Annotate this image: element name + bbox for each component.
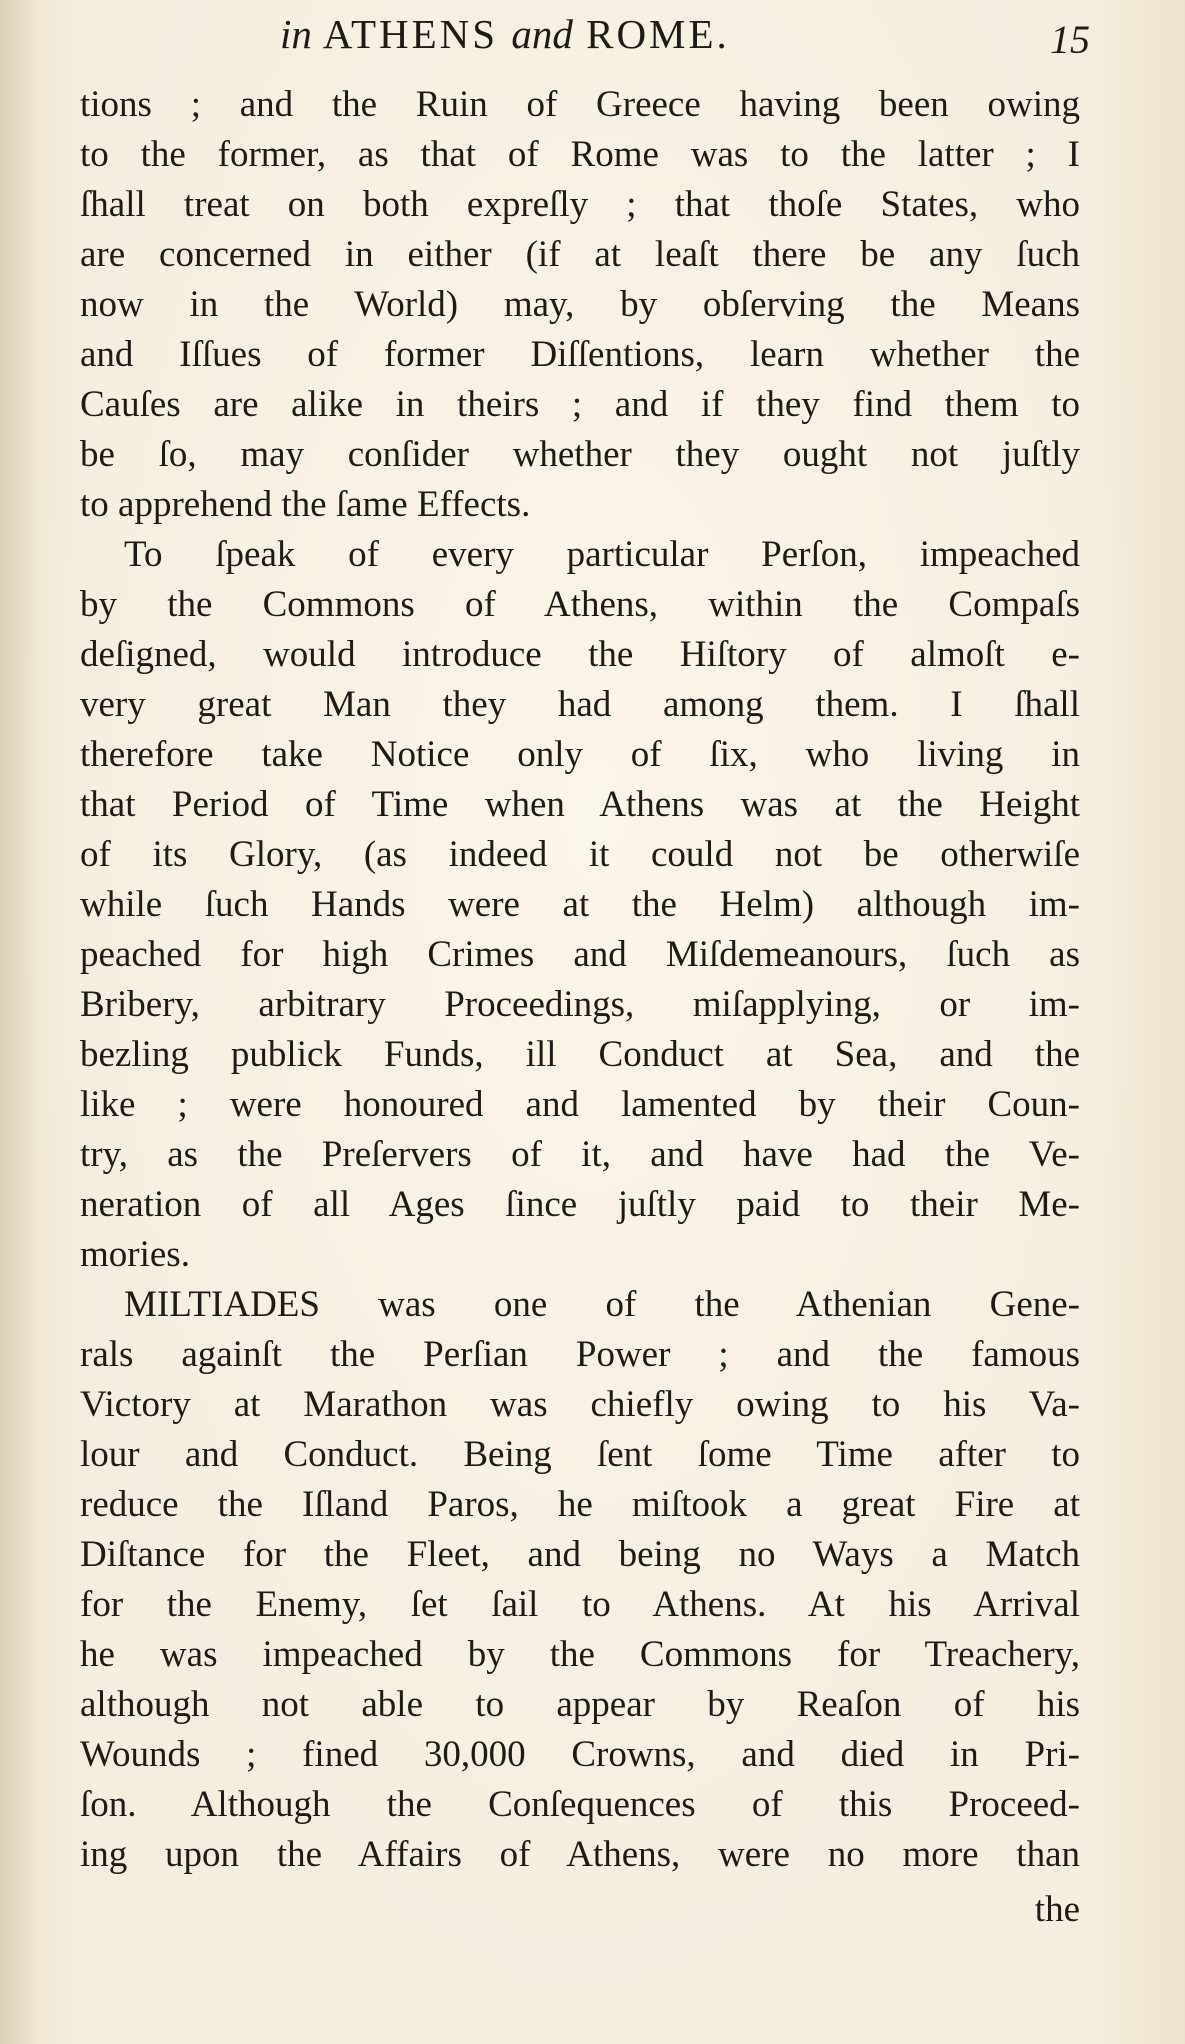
text-line: that Period of Time when Athens was at the Height: [80, 784, 1080, 825]
text-line: ing upon the Affairs of Athens, were no more than: [80, 1834, 1080, 1875]
text-line: be ſo, may conſider whether they ought not juſtly: [80, 434, 1080, 475]
paragraph-start-line: To ſpeak of every particular Perſon, impeached: [124, 534, 1080, 575]
text-line: to the former, as that of Rome was to the latter ; I: [80, 134, 1080, 175]
text-line: Wounds ; fined 30,000 Crowns, and died in Pri-: [80, 1734, 1080, 1775]
text-line: Diſtance for the Fleet, and being no Ways a Match: [80, 1534, 1080, 1575]
text-line: bezling publick Funds, ill Conduct at Sea, and the: [80, 1034, 1080, 1075]
text-line: Bribery, arbitrary Proceedings, miſapplying, or im-: [80, 984, 1080, 1025]
running-head: [80, 10, 1090, 70]
text-line: Victory at Marathon was chiefly owing to his Va-: [80, 1384, 1080, 1425]
text-line: peached for high Crimes and Miſdemeanours, ſuch as: [80, 934, 1080, 975]
text-line: rals againſt the Perſian Power ; and the famous: [80, 1334, 1080, 1375]
paragraph-start-line: MILTIADES was one of the Athenian Gene-: [124, 1284, 1080, 1325]
text-line: ſon. Although the Conſequences of this Proceed-: [80, 1784, 1080, 1825]
text-line: try, as the Preſervers of it, and have had the Ve-: [80, 1134, 1080, 1175]
text-line: Cauſes are alike in theirs ; and if they find them to: [80, 384, 1080, 425]
text-line: although not able to appear by Reaſon of his: [80, 1684, 1080, 1725]
text-line: therefore take Notice only of ſix, who living in: [80, 734, 1080, 775]
text-line: like ; were honoured and lamented by their Coun-: [80, 1084, 1080, 1125]
text-line: ſhall treat on both expreſly ; that thoſe States, who: [80, 184, 1080, 225]
text-line: by the Commons of Athens, within the Compaſs: [80, 584, 1080, 625]
head-word-rome: ROME.: [586, 11, 730, 57]
binding-shadow: [0, 0, 40, 2044]
page-number: 15: [1050, 17, 1090, 62]
text-line: of its Glory, (as indeed it could not be otherwiſe: [80, 834, 1080, 875]
text-line: tions ; and the Ruin of Greece having been owing: [80, 84, 1080, 125]
text-line: lour and Conduct. Being ſent ſome Time after to: [80, 1434, 1080, 1475]
text-line: for the Enemy, ſet ſail to Athens. At his Arrival: [80, 1584, 1080, 1625]
text-line: to apprehend the ſame Effects.: [80, 484, 531, 525]
text-line: now in the World) may, by obſerving the Means: [80, 284, 1080, 325]
text-line: neration of all Ages ſince juſtly paid to their Me-: [80, 1184, 1080, 1225]
running-head-title: [280, 10, 730, 58]
text-line: reduce the Iſland Paros, he miſtook a great Fire at: [80, 1484, 1080, 1525]
head-prefix: in: [280, 11, 312, 57]
text-line: deſigned, would introduce the Hiſtory of almoſt e-: [80, 634, 1080, 675]
text-line: he was impeached by the Commons for Treachery,: [80, 1634, 1080, 1675]
text-line: while ſuch Hands were at the Helm) although im-: [80, 884, 1080, 925]
head-conj: and: [511, 11, 573, 57]
text-line: very great Man they had among them. I ſhall: [80, 684, 1080, 725]
body-text: [80, 80, 1080, 1880]
head-word-athens: ATHENS: [322, 11, 499, 57]
text-line: and Iſſues of former Diſſentions, learn whether the: [80, 334, 1080, 375]
catchword: the: [1034, 1889, 1080, 1930]
text-line: mories.: [80, 1234, 190, 1275]
text-line: are concerned in either (if at leaſt there be any ſuch: [80, 234, 1080, 275]
